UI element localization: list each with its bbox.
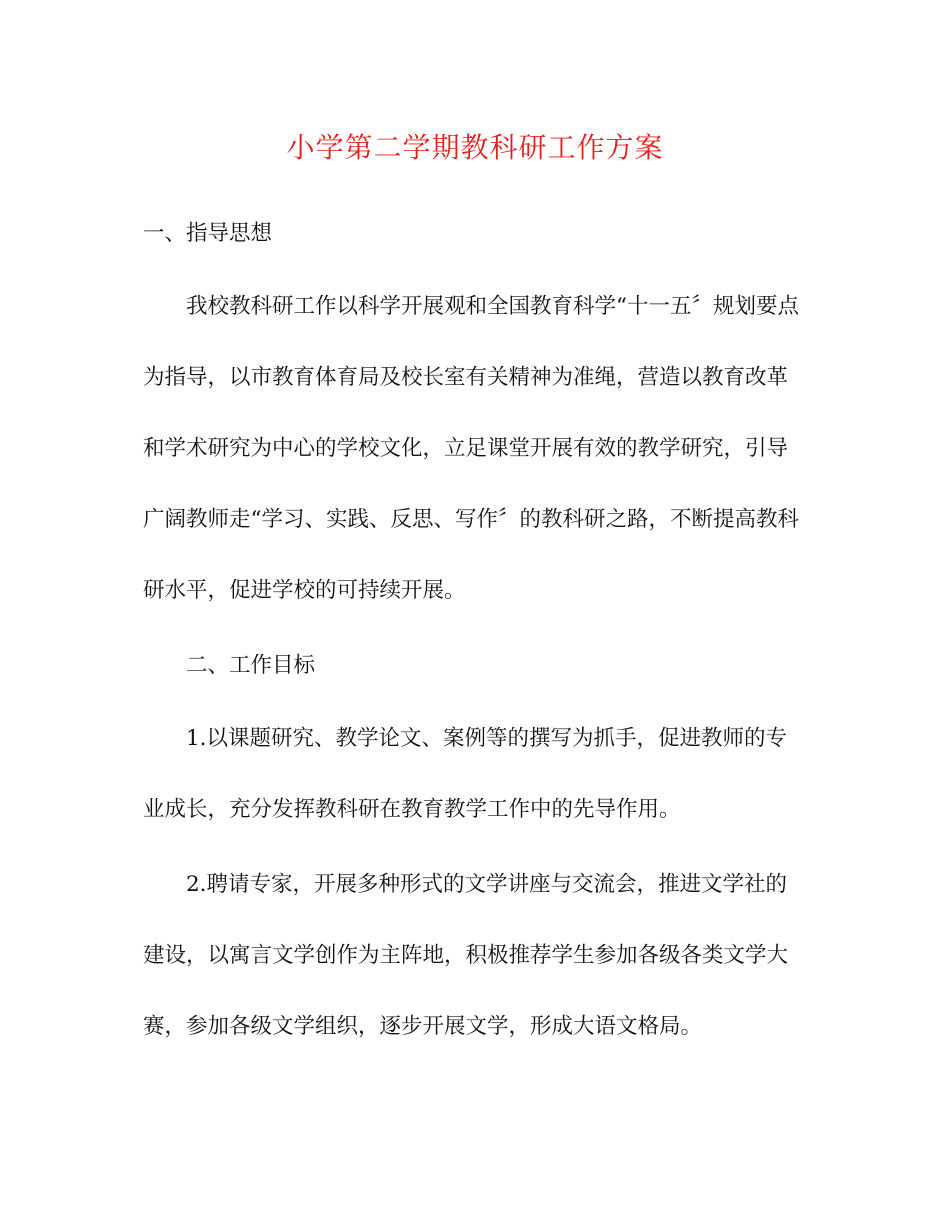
paragraph-line: 研水平，促进学校的可持续开展。: [143, 578, 466, 603]
paragraph-line: 广阔教师走“学习、实践、反思、写作〞的教科研之路，不断提高教科: [143, 507, 799, 532]
paragraph-line: 2.聘请专家，开展多种形式的文学讲座与交流会，推进文学社的: [186, 872, 788, 897]
paragraph-line: 业成长，充分发挥教科研在教育教学工作中的先导作用。: [143, 797, 681, 822]
paragraph-line: 建设，以寓言文学创作为主阵地，积极推荐学生参加各级各类文学大: [143, 943, 789, 968]
paragraph-line: 为指导，以市教育体育局及校长室有关精神为准绳，营造以教育改革: [143, 365, 789, 390]
section-heading-2: 二、工作目标: [186, 653, 316, 678]
paragraph-line: 1.以课题研究、教学论文、案例等的撰写为抓手，促进教师的专: [186, 726, 788, 751]
document-title: 小学第二学期教科研工作方案: [286, 131, 664, 164]
paragraph-line: 我校教科研工作以科学开展观和全国教育科学“十一五〞规划要点: [186, 294, 799, 319]
paragraph-line: 赛，参加各级文学组织，逐步开展文学，形成大语文格局。: [143, 1014, 703, 1039]
paragraph-line: 和学术研究为中心的学校文化，立足课堂开展有效的教学研究，引导: [143, 436, 789, 461]
section-heading-1: 一、指导思想: [143, 221, 273, 246]
